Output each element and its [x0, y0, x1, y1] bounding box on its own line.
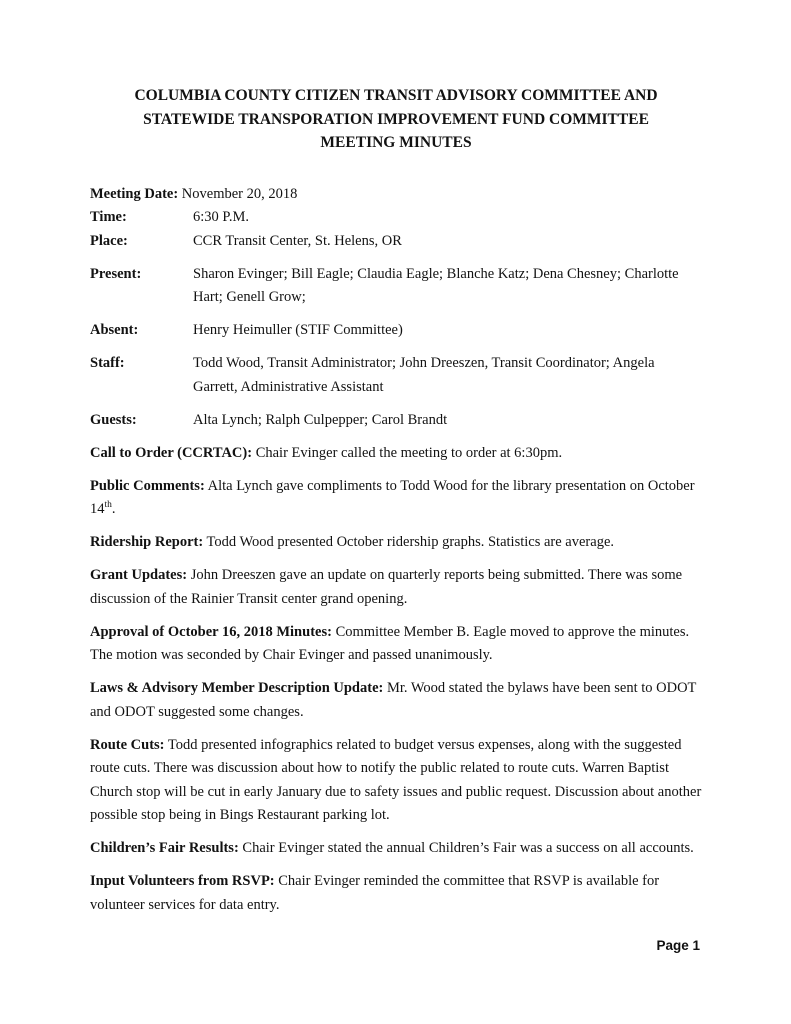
document-title [90, 84, 702, 155]
guests-value: Alta Lynch; Ralph Culpepper; Carol Brandt [193, 411, 448, 428]
title-line-3: MEETING MINUTES [320, 134, 472, 151]
document-content [90, 84, 702, 917]
paragraph-approval-minutes [90, 621, 702, 668]
guests-label: Guests: [90, 411, 137, 428]
paragraph-lead: Call to Order (CCRTAC): [90, 444, 253, 461]
paragraph-ridership-report [90, 531, 702, 555]
paragraph-childrens-fair [90, 837, 702, 861]
info-row-staff [90, 352, 702, 399]
paragraph-call-to-order [90, 442, 702, 466]
time-label: Time: [90, 209, 127, 225]
info-row-place [90, 230, 702, 254]
present-value: Sharon Evinger; Bill Eagle; Claudia Eagle; Blanche Katz; Dena Chesney; Charlotte Hart; Genell Grow; [193, 265, 679, 305]
meeting-date-label: Meeting Date: [90, 185, 179, 202]
paragraph-input-volunteers [90, 870, 702, 917]
paragraph-lead: Input Volunteers from RSVP: [90, 873, 275, 889]
paragraph-body: Committee Member B. Eagle moved to approve the minutes. The motion was seconded by Chair Evinger and passed unanimously. [90, 623, 690, 663]
present-label: Present: [90, 265, 142, 282]
absent-value: Henry Heimuller (STIF Committee) [193, 322, 403, 338]
info-row-time [90, 206, 702, 230]
staff-value: Todd Wood, Transit Administrator; John Dreeszen, Transit Coordinator; Angela Garrett, Administrative Assistant [193, 355, 655, 395]
paragraph-lead: Approval of October 16, 2018 Minutes: [90, 623, 332, 640]
paragraph-body: Chair Evinger stated the annual Children’s Fair was a success on all accounts. [238, 840, 694, 856]
paragraph-lead: Children’s Fair Results: [90, 840, 239, 856]
time-value: 6:30 P.M. [193, 209, 250, 225]
paragraph-public-comments [90, 475, 702, 522]
paragraph-lead: Grant Updates: [90, 567, 188, 583]
page-number: Page 1 [656, 938, 700, 953]
paragraph-body: Chair Evinger called the meeting to order at 6:30pm. [252, 444, 563, 461]
paragraph-lead: Route Cuts: [90, 736, 165, 753]
staff-label: Staff: [90, 355, 125, 371]
meeting-info-block [90, 183, 702, 433]
title-line-1: COLUMBIA COUNTY CITIZEN TRANSIT ADVISORY COMMITTEE AND [134, 87, 658, 104]
paragraph-body: John Dreeszen gave an update on quarterly reports being submitted. There was some discussion of the Rainier Transit center grand opening. [90, 567, 683, 607]
info-row-guests [90, 409, 702, 433]
place-value: CCR Transit Center, St. Helens, OR [193, 232, 402, 249]
meeting-date-value: November 20, 2018 [181, 185, 298, 202]
paragraph-grant-updates [90, 564, 702, 611]
info-row-absent [90, 319, 702, 343]
paragraph-lead: Ridership Report: [90, 534, 204, 550]
paragraph-route-cuts [90, 734, 702, 828]
meeting-date-row [90, 183, 702, 207]
paragraph-lead: Laws & Advisory Member Description Update: [90, 680, 384, 696]
paragraph-body: Alta Lynch gave compliments to Todd Wood for the library presentation on October 14 [90, 477, 695, 517]
paragraph-body-after: . [111, 501, 116, 517]
paragraph-body: Chair Evinger reminded the committee that RSVP is available for volunteer services for data entry. [90, 873, 660, 913]
paragraph-body: Todd presented infographics related to budget versus expenses, along with the suggested route cuts. There was discussion about how to notify the public related to route cuts. Warren Baptist Church stop will be cut in early January due to safety issues and public request. Discussion about another possible stop being in Bings Restaurant parking lot. [90, 736, 702, 823]
paragraph-body: Mr. Wood stated the bylaws have been sent to ODOT and ODOT suggested some changes. [90, 680, 697, 720]
paragraph-laws-advisory [90, 677, 702, 724]
place-label: Place: [90, 232, 128, 249]
superscript-ordinal: th [104, 500, 112, 511]
paragraph-body: Todd Wood presented October ridership graphs. Statistics are average. [203, 534, 615, 550]
absent-label: Absent: [90, 322, 139, 338]
info-row-present [90, 263, 702, 310]
paragraph-lead: Public Comments: [90, 477, 205, 494]
title-line-2: STATEWIDE TRANSPORATION IMPROVEMENT FUND COMMITTEE [143, 110, 649, 128]
